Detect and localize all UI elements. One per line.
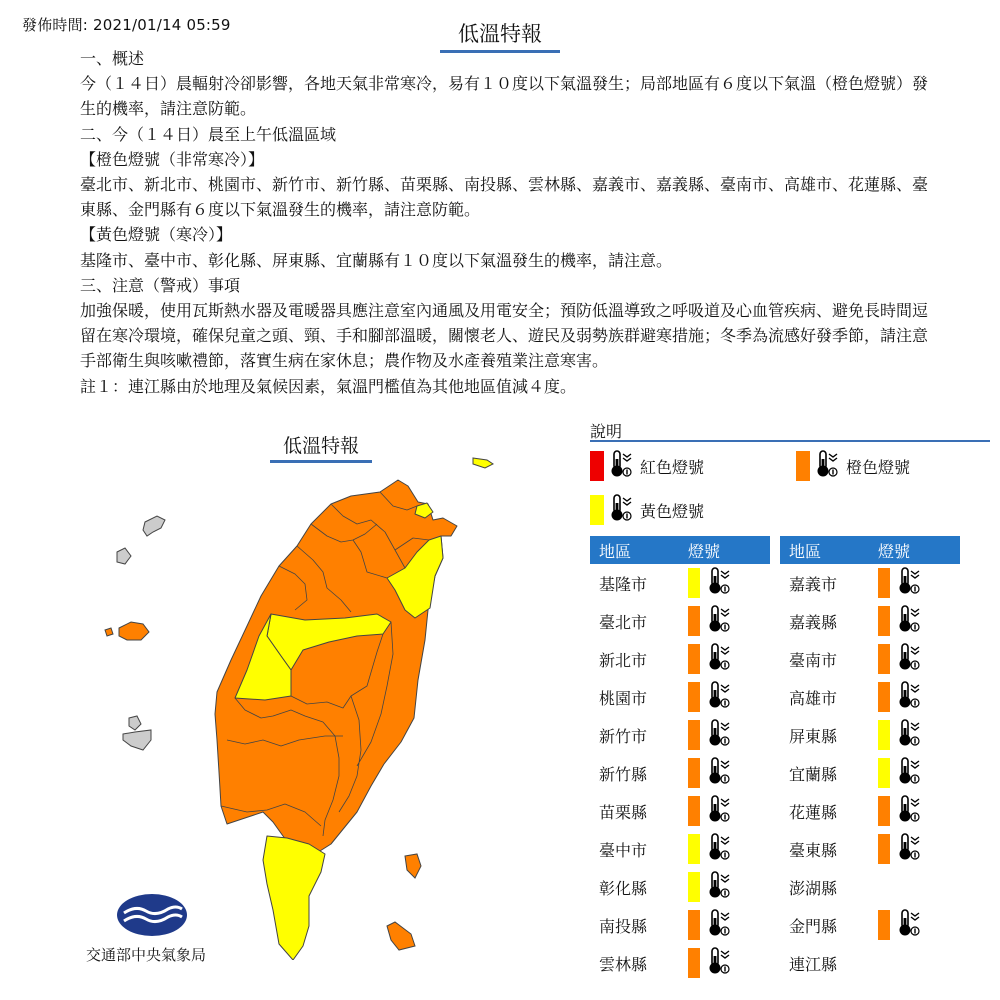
yellow-heading: 【黃色燈號（寒冷）】 xyxy=(80,225,233,245)
region-name: 花蓮縣 xyxy=(789,802,838,822)
table-row xyxy=(590,716,770,754)
table-row xyxy=(590,602,770,640)
region-name: 彰化縣 xyxy=(599,878,648,898)
thermometer-icon xyxy=(706,642,732,676)
orange-signal-swatch xyxy=(688,758,700,788)
region-name: 屏東縣 xyxy=(789,726,838,746)
table-row xyxy=(590,906,770,944)
red-swatch xyxy=(590,451,604,481)
thermometer-icon xyxy=(896,642,922,676)
region-name: 新竹縣 xyxy=(599,764,648,784)
orange-signal-swatch xyxy=(878,834,890,864)
orange-signal-swatch xyxy=(688,720,700,750)
region-name: 宜蘭縣 xyxy=(789,764,838,784)
thermometer-icon xyxy=(896,756,922,790)
thermometer-icon xyxy=(706,604,732,638)
region-name: 臺北市 xyxy=(599,612,648,632)
orange-signal-swatch xyxy=(878,644,890,674)
thermometer-icon xyxy=(814,449,840,483)
thermometer-icon xyxy=(896,718,922,752)
table-row xyxy=(590,868,770,906)
map-region-lienchiang-2 xyxy=(117,548,131,564)
orange-signal-swatch xyxy=(688,910,700,940)
table-row xyxy=(590,564,770,602)
map-region-penghu-1 xyxy=(129,716,141,730)
thermometer-icon xyxy=(608,449,634,483)
page-title: 低溫特報 xyxy=(440,18,560,53)
orange-signal-swatch xyxy=(688,796,700,826)
section-1-heading: 一、概述 xyxy=(80,49,145,68)
table-row xyxy=(590,792,770,830)
table-row xyxy=(780,640,960,678)
table-row xyxy=(780,602,960,640)
table-header xyxy=(590,536,770,564)
legend-orange-label: 橙色燈號 xyxy=(846,457,911,477)
map-region-kinmen xyxy=(119,622,149,640)
section-1-body: 今（１４日）晨輻射冷卻影響，各地天氣非常寒冷，易有１０度以下氣溫發生；局部地區有６度以下氣溫（橙色燈號）發生的機率，請注意防範。 xyxy=(80,74,929,119)
thermometer-icon xyxy=(896,680,922,714)
legend-yellow-label: 黃色燈號 xyxy=(640,501,705,521)
yellow-swatch xyxy=(590,495,604,525)
region-name: 連江縣 xyxy=(789,954,838,974)
region-name: 南投縣 xyxy=(599,916,648,936)
table-row xyxy=(780,564,960,602)
thermometer-icon xyxy=(896,832,922,866)
legend-yellow xyxy=(590,493,704,527)
thermometer-icon xyxy=(706,680,732,714)
map-region-orchid-island xyxy=(387,922,415,950)
col-signal-header: 燈號 xyxy=(878,541,911,561)
orange-heading: 【橙色燈號（非常寒冷）】 xyxy=(80,149,265,169)
table-row xyxy=(590,678,770,716)
map-region-penghu-2 xyxy=(123,730,151,750)
orange-signal-swatch xyxy=(688,644,700,674)
thermometer-icon xyxy=(706,566,732,600)
orange-body: 臺北市、新北市、桃園市、新竹市、新竹縣、苗栗縣、南投縣、雲林縣、嘉義市、嘉義縣、臺南市、高雄市、花蓮縣、臺東縣、金門縣有６度以下氣溫發生的機率，請注意防範。 xyxy=(80,175,929,220)
orange-swatch xyxy=(796,451,810,481)
orange-signal-swatch xyxy=(688,948,700,978)
region-table-right xyxy=(780,536,960,982)
table-row xyxy=(780,754,960,792)
yellow-signal-swatch xyxy=(878,758,890,788)
thermometer-icon xyxy=(608,493,634,527)
table-row xyxy=(590,640,770,678)
agency-name: 交通部中央氣象局 xyxy=(86,946,207,964)
region-name: 苗栗縣 xyxy=(599,802,648,822)
table-row xyxy=(780,830,960,868)
thermometer-icon xyxy=(896,604,922,638)
region-name: 新北市 xyxy=(599,650,648,670)
taiwan-warning-map xyxy=(95,440,515,960)
map-region-green-island xyxy=(405,854,421,878)
thermometer-icon xyxy=(896,908,922,942)
col-area-header: 地區 xyxy=(789,541,822,561)
yellow-signal-swatch xyxy=(878,720,890,750)
region-name: 嘉義縣 xyxy=(789,612,838,632)
orange-signal-swatch xyxy=(878,606,890,636)
section-3-body: 加強保暖，使用瓦斯熱水器及電暖器具應注意室內通風及用電安全；預防低溫導致之呼吸道及心血管疾病、避免長時間逗留在寒冷環境，確保兒童之頭、頸、手和腳部溫暖，關懷老人、遊民及弱勢族群避寒措施；冬季為流感好發季節，請注意手部衛生與咳嗽禮節，落實生病在家休息；農作物及水產養殖業注意寒害。 xyxy=(80,301,929,371)
report-text xyxy=(80,46,930,399)
table-row xyxy=(780,906,960,944)
region-name: 臺南市 xyxy=(789,650,838,670)
map-region-matsu-yellow xyxy=(473,458,493,468)
legend-orange xyxy=(796,449,910,483)
region-name: 金門縣 xyxy=(789,916,838,936)
section-2-heading: 二、今（１４日）晨至上午低溫區域 xyxy=(80,124,337,144)
cwb-logo xyxy=(116,893,188,937)
thermometer-icon xyxy=(706,832,732,866)
table-row xyxy=(780,716,960,754)
orange-signal-swatch xyxy=(688,682,700,712)
legend-divider xyxy=(590,440,990,442)
map-region-pingtung xyxy=(263,836,325,960)
col-area-header: 地區 xyxy=(599,541,632,561)
table-header xyxy=(780,536,960,564)
orange-signal-swatch xyxy=(878,568,890,598)
note: 註１：連江縣由於地理及氣候因素，氣溫門檻值為其他地區值減４度。 xyxy=(80,376,577,396)
thermometer-icon xyxy=(896,794,922,828)
issue-time: 發佈時間: 2021/01/14 05:59 xyxy=(22,16,231,34)
thermometer-icon xyxy=(706,870,732,904)
thermometer-icon xyxy=(706,946,732,980)
table-row xyxy=(780,944,960,982)
table-row xyxy=(780,868,960,906)
yellow-signal-swatch xyxy=(688,834,700,864)
region-name: 新竹市 xyxy=(599,726,648,746)
legend-title: 說明 xyxy=(590,422,623,441)
legend-red xyxy=(590,449,704,483)
region-name: 桃園市 xyxy=(599,688,648,708)
thermometer-icon xyxy=(706,756,732,790)
thermometer-icon xyxy=(706,718,732,752)
thermometer-icon xyxy=(706,908,732,942)
table-row xyxy=(590,754,770,792)
region-name: 雲林縣 xyxy=(599,954,648,974)
table-row xyxy=(590,830,770,868)
yellow-body: 基隆市、臺中市、彰化縣、屏東縣、宜蘭縣有１０度以下氣溫發生的機率，請注意。 xyxy=(80,250,673,270)
legend-red-label: 紅色燈號 xyxy=(640,457,705,477)
region-name: 臺中市 xyxy=(599,840,648,860)
thermometer-icon xyxy=(706,794,732,828)
yellow-signal-swatch xyxy=(688,568,700,598)
region-name: 臺東縣 xyxy=(789,840,838,860)
thermometer-icon xyxy=(896,566,922,600)
orange-signal-swatch xyxy=(878,682,890,712)
orange-signal-swatch xyxy=(878,910,890,940)
region-table-left xyxy=(590,536,770,982)
table-row xyxy=(780,678,960,716)
region-name: 嘉義市 xyxy=(789,574,838,594)
orange-signal-swatch xyxy=(688,606,700,636)
table-row xyxy=(590,944,770,982)
map-title: 低溫特報 xyxy=(270,431,372,463)
map-region-lienchiang-1 xyxy=(143,516,165,536)
region-name: 基隆市 xyxy=(599,574,648,594)
orange-signal-swatch xyxy=(878,796,890,826)
region-name: 高雄市 xyxy=(789,688,838,708)
yellow-signal-swatch xyxy=(688,872,700,902)
table-row xyxy=(780,792,960,830)
map-region-kinmen-small xyxy=(105,628,113,636)
col-signal-header: 燈號 xyxy=(688,541,721,561)
region-name: 澎湖縣 xyxy=(789,878,838,898)
section-3-heading: 三、注意（警戒）事項 xyxy=(80,275,241,295)
